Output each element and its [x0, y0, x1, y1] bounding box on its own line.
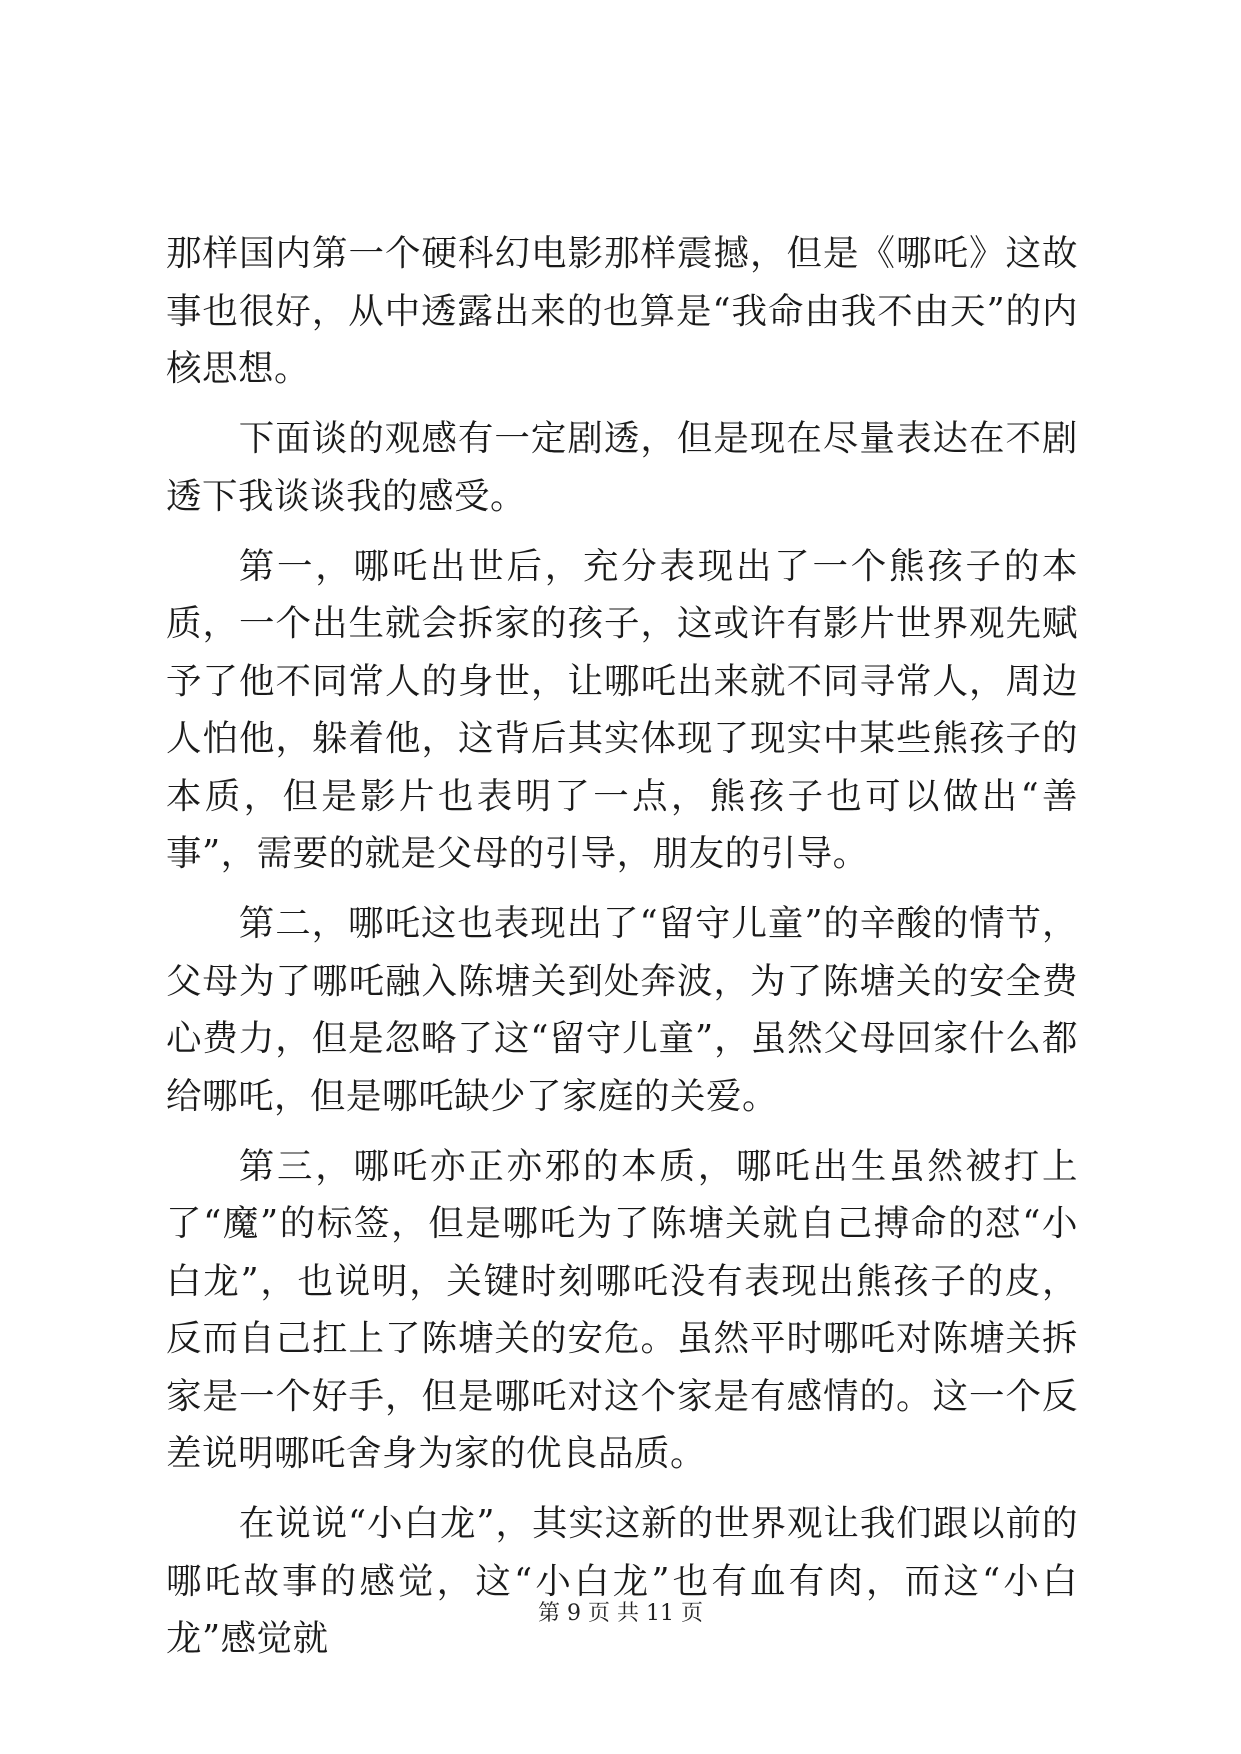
paragraph-point-two: 第二，哪吒这也表现出了“留守儿童”的辛酸的情节，父母为了哪吒融入陈塘关到处奔波，为了陈塘关的安全费心费力，但是忽略了这“留守儿童”，虽然父母回家什么都给哪吒，但是哪吒缺少了家庭的关爱。	[166, 903, 1078, 1117]
document-body	[166, 225, 1078, 1680]
page-number-footer: 第 9 页 共 11 页	[538, 1601, 703, 1626]
paragraph-little-white-dragon: 在说说“小白龙”，其实这新的世界观让我们跟以前的哪吒故事的感觉，这“小白龙”也有血有肉，而这“小白龙”感觉就	[166, 1503, 1078, 1659]
paragraph-continuation: 那样国内第一个硬科幻电影那样震撼，但是《哪吒》这故事也很好，从中透露出来的也算是“我命由我不由天”的内核思想。	[166, 233, 1078, 389]
paragraph-point-one: 第一，哪吒出世后，充分表现出了一个熊孩子的本质，一个出生就会拆家的孩子，这或许有影片世界观先赋予了他不同常人的身世，让哪吒出来就不同寻常人，周边人怕他，躲着他，这背后其实体现了现实中某些熊孩子的本质，但是影片也表明了一点，熊孩子也可以做出“善事”，需要的就是父母的引导，朋友的引导。	[166, 545, 1078, 874]
paragraph-point-three: 第三，哪吒亦正亦邪的本质，哪吒出生虽然被打上了“魔”的标签，但是哪吒为了陈塘关就自己搏命的怼“小白龙”，也说明，关键时刻哪吒没有表现出熊孩子的皮，反而自己扛上了陈塘关的安危。虽然平时哪吒对陈塘关拆家是一个好手，但是哪吒对这个家是有感情的。这一个反差说明哪吒舍身为家的优良品质。	[166, 1145, 1078, 1474]
paragraph-spoiler-notice: 下面谈的观感有一定剧透，但是现在尽量表达在不剧透下我谈谈我的感受。	[166, 418, 1078, 517]
